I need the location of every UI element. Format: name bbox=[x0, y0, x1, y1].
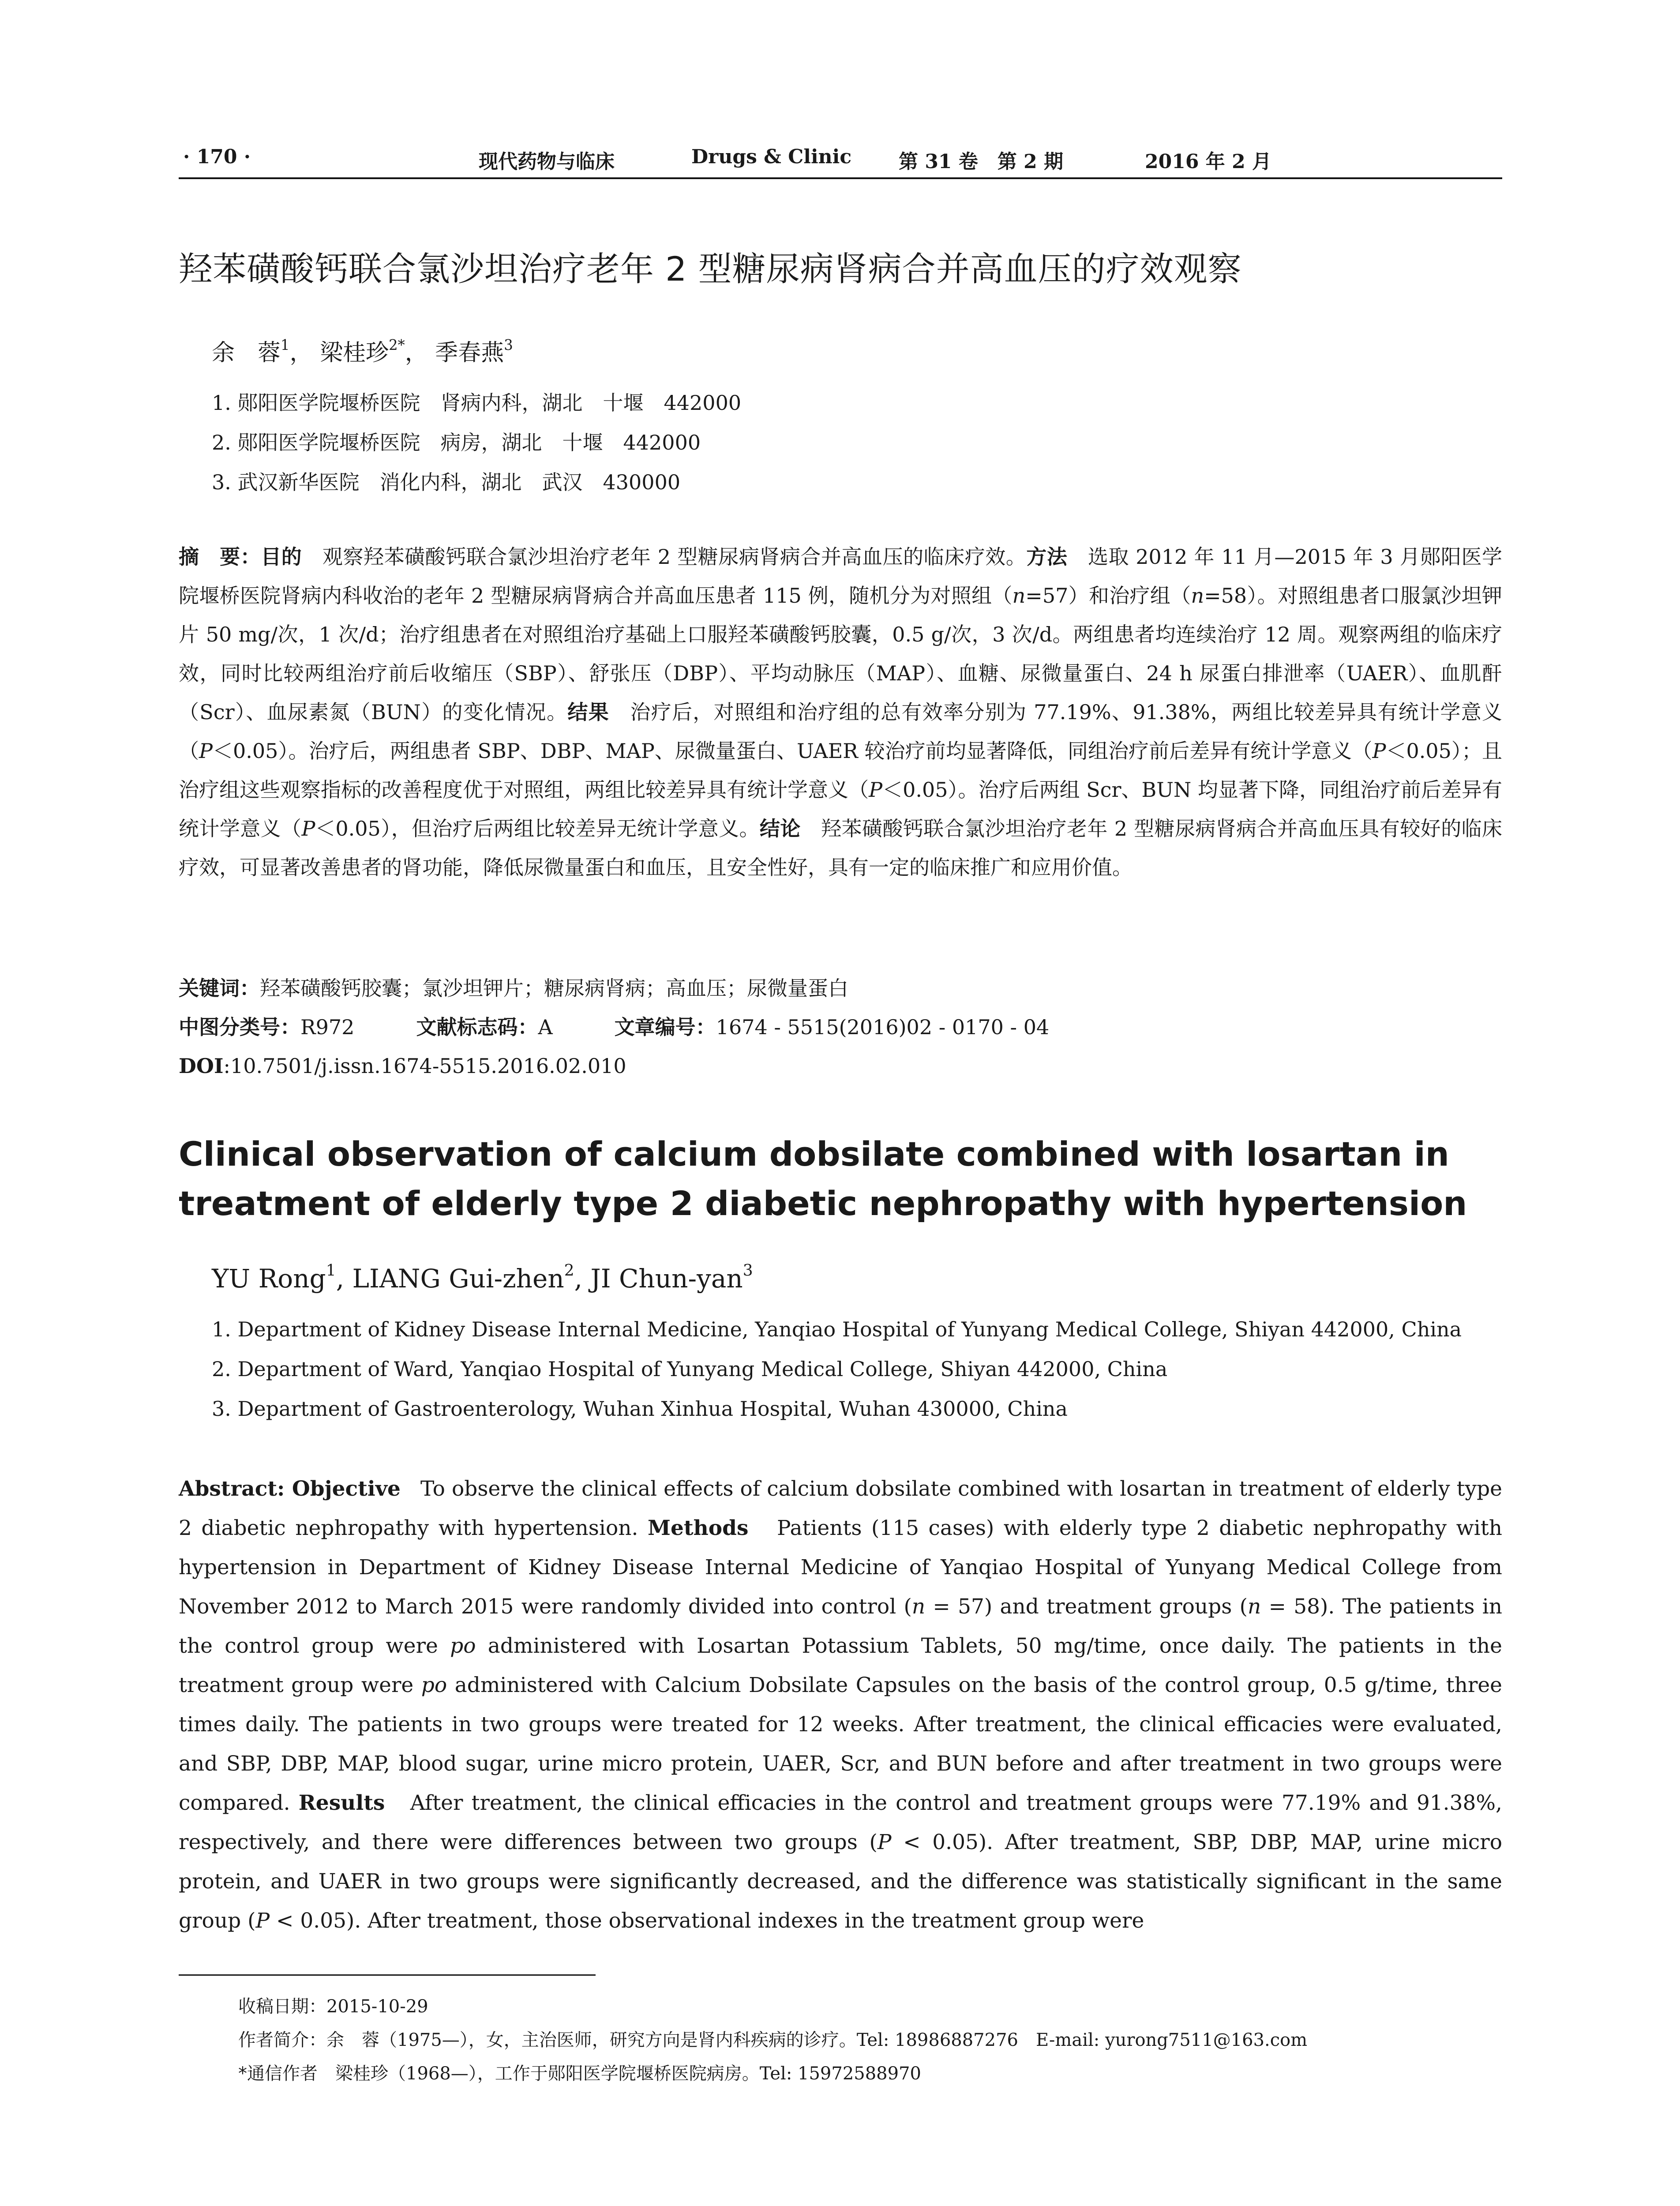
bio-text: 余 蓉（1975—），女，主治医师，研究方向是肾内科疾病的诊疗。Tel: 18986887276 E-mail: yurong7511@163.com bbox=[326, 2030, 1308, 2050]
header-rule bbox=[179, 177, 1502, 179]
conclusion-label: 结论 bbox=[759, 817, 801, 840]
abstract-objective-label: Abstract: Objective bbox=[179, 1477, 401, 1501]
affiliation-line: 3. Department of Gastroenterology, Wuhan Xinhua Hospital, Wuhan 430000, China bbox=[212, 1397, 1068, 1421]
p-symbol: P bbox=[255, 1909, 270, 1933]
running-header bbox=[179, 142, 1502, 176]
results-text: < 0.05). After treatment, SBP, DBP, MAP, urine micro protein, and UAER in two groups were significantly decreased, and the difference was statistically significant in the same group ( bbox=[179, 1830, 1509, 1933]
footnote-rule bbox=[179, 1974, 596, 1976]
results-text: ＜0.05），但治疗后两组比较差异无统计学意义。 bbox=[315, 817, 760, 840]
results-text: 治疗后，对照组和治疗组的总有效率分别为 77.19%、91.38%，两组比较差异具有统计学意义（ bbox=[179, 700, 1503, 763]
po-abbreviation: po bbox=[450, 1634, 476, 1658]
clc-label: 中图分类号： bbox=[179, 1015, 300, 1039]
chinese-affiliations bbox=[212, 383, 741, 502]
keywords-label: 关键词： bbox=[179, 976, 260, 1000]
english-authors bbox=[212, 1261, 753, 1296]
english-title: Clinical observation of calcium dobsilate combined with losartan in treatment of elderly type 2 diabetic nephropathy with hypertension bbox=[179, 1134, 1467, 1223]
abstract-label: 摘 要： bbox=[179, 545, 261, 569]
author-separator: , bbox=[574, 1264, 591, 1294]
journal-name-cn: 现代药物与临床 bbox=[479, 150, 615, 173]
received-date: 2015-10-29 bbox=[326, 1996, 428, 2017]
results-label: 结果 bbox=[567, 700, 610, 724]
affiliation-line: 1. 郧阳医学院堰桥医院 肾病内科，湖北 十堰 442000 bbox=[212, 391, 742, 415]
document-code-label: 文献标志码： bbox=[416, 1015, 538, 1039]
doi-row bbox=[179, 1047, 1502, 1085]
author-name: 梁桂珍 bbox=[320, 340, 389, 366]
chinese-metadata bbox=[179, 969, 1502, 1085]
chinese-abstract bbox=[179, 537, 1502, 887]
bio-label: 作者简介： bbox=[238, 2030, 326, 2050]
author-name: JI Chun-yan bbox=[590, 1264, 743, 1294]
article-number-value: 1674 - 5515(2016)02 - 0170 - 04 bbox=[716, 1015, 1050, 1039]
keywords-row bbox=[179, 969, 1502, 1008]
author-affiliation-mark: 3 bbox=[742, 1261, 753, 1280]
received-label: 收稿日期： bbox=[238, 1996, 326, 2017]
clc-value: R972 bbox=[300, 1015, 355, 1039]
n-symbol: n bbox=[1191, 584, 1204, 608]
methods-text: 选取 2012 年 11 月—2015 年 3 月郧阳医学院堰桥医院肾病内科收治的老年 2 型糖尿病肾病合并高血压患者 115 例，随机分为对照组（ bbox=[179, 545, 1503, 608]
english-abstract bbox=[179, 1469, 1509, 1940]
footnotes bbox=[238, 1990, 1500, 2090]
p-symbol: P bbox=[199, 739, 213, 763]
affiliation-line: 2. Department of Ward, Yanqiao Hospital of Yunyang Medical College, Shiyan 442000, China bbox=[212, 1357, 1168, 1381]
author-bio-note bbox=[238, 2023, 1500, 2057]
volume-issue: 第 31 卷 第 2 期 bbox=[899, 150, 1064, 173]
author-separator: , bbox=[336, 1264, 352, 1294]
results-text: ＜0.05）；且治疗组这些观察指标的改善程度优于对照组，两组比较差异具有统计学意义（ bbox=[179, 739, 1503, 802]
journal-name-en: Drugs & Clinic bbox=[691, 146, 852, 168]
results-text: After treatment, the clinical efficacies in the control and treatment groups were 77.19% and 91.38%, respectively, and there were differences between two groups ( bbox=[179, 1791, 1509, 1854]
methods-text: Patients (115 cases) with elderly type 2 diabetic nephropathy with hypertension in Department of Kidney Disease Internal Medicine of Yanqiao Hospital of Yunyang Medical College from November 2012 to March 2015 were randomly divided into control ( bbox=[179, 1516, 1509, 1619]
author-name: 季春燕 bbox=[435, 340, 504, 366]
results-text: ＜0.05）。治疗后，两组患者 SBP、DBP、MAP、尿微量蛋白、UAER 较治疗前均显著降低，同组治疗前后差异有统计学意义（ bbox=[213, 739, 1372, 763]
affiliation-line: 1. Department of Kidney Disease Internal Medicine, Yanqiao Hospital of Yunyang Medical College, Shiyan 442000, China bbox=[212, 1317, 1462, 1341]
p-symbol: P bbox=[301, 817, 315, 840]
methods-text: administered with Calcium Dobsilate Capsules on the basis of the control group, 0.5 g/time, three times daily. The patients in two groups were treated for 12 weeks. After treatment, the clinical efficacies were evaluated, and SBP, DBP, MAP, blood sugar, urine micro protein, UAER, Scr, and BUN before and after treatment in two groups were compared. bbox=[179, 1673, 1509, 1815]
english-affiliations bbox=[212, 1309, 1462, 1429]
doi-label: DOI bbox=[179, 1054, 224, 1078]
keywords-text: 羟苯磺酸钙胶囊；氯沙坦钾片；糖尿病肾病；高血压；尿微量蛋白 bbox=[260, 976, 848, 1000]
methods-text: =58）。对照组患者口服氯沙坦钾片 50 mg/次，1 次/d；治疗组患者在对照组治疗基础上口服羟苯磺酸钙胶囊，0.5 g/次，3 次/d。两组患者均连续治疗 12 周。观察两组的临床疗效，同时比较两组治疗前后收缩压（SBP）、舒张压（DBP）、平均动脉压（MAP）、血糖、尿微量蛋白、24 h 尿蛋白排泄率（UAER）、血肌酐（Scr）、血尿素氮（BUN）的变化情况。 bbox=[179, 584, 1503, 724]
n-symbol: n bbox=[1248, 1594, 1261, 1619]
methods-label: 方法 bbox=[1026, 545, 1068, 569]
affiliation-line: 2. 郧阳医学院堰桥医院 病房，湖北 十堰 442000 bbox=[212, 431, 701, 454]
methods-text: administered with Losartan Potassium Tablets, 50 mg/time, once daily. The patients in the treatment group were bbox=[179, 1634, 1509, 1697]
methods-label: Methods bbox=[647, 1516, 749, 1540]
doi-value[interactable]: :10.7501/j.issn.1674-5515.2016.02.010 bbox=[223, 1054, 626, 1078]
n-symbol: n bbox=[911, 1594, 926, 1619]
corresponding-text: 梁桂珍（1968—），工作于郧阳医学院堰桥医院病房。Tel: 15972588970 bbox=[318, 2063, 921, 2084]
page-number: · 170 · bbox=[183, 146, 251, 168]
methods-text: =57）和治疗组（ bbox=[1025, 584, 1191, 608]
author-affiliation-mark: 1 bbox=[326, 1261, 336, 1280]
classification-row bbox=[179, 1008, 1502, 1047]
document-code-value: A bbox=[538, 1015, 553, 1039]
results-text: ＜0.05）。治疗后两组 Scr、BUN 均显著下降，同组治疗前后差异有统计学意义（ bbox=[179, 778, 1502, 840]
author-name: LIANG Gui-zhen bbox=[352, 1264, 564, 1294]
p-symbol: P bbox=[1372, 739, 1386, 763]
n-symbol: n bbox=[1012, 584, 1026, 608]
results-label: Results bbox=[298, 1791, 385, 1815]
p-symbol: P bbox=[869, 778, 883, 802]
author-name: YU Rong bbox=[212, 1264, 326, 1294]
author-affiliation-mark: 2* bbox=[389, 336, 405, 353]
objective-text: 观察羟苯磺酸钙联合氯沙坦治疗老年 2 型糖尿病肾病合并高血压的临床疗效。 bbox=[302, 545, 1027, 569]
affiliation-line: 3. 武汉新华医院 消化内科，湖北 武汉 430000 bbox=[212, 470, 681, 494]
author-name: 余 蓉 bbox=[212, 340, 281, 366]
po-abbreviation: po bbox=[421, 1673, 447, 1697]
p-symbol: P bbox=[877, 1830, 892, 1854]
author-affiliation-mark: 3 bbox=[504, 336, 513, 353]
results-text: < 0.05). After treatment, those observational indexes in the treatment group were bbox=[270, 1909, 1144, 1933]
methods-text: = 57) and treatment groups ( bbox=[925, 1594, 1248, 1619]
chinese-authors: 余 蓉$^1$， 梁桂珍$^{2*}$， 季春燕$^3$ bbox=[212, 336, 513, 366]
article-number-label: 文章编号： bbox=[614, 1015, 716, 1039]
conclusion-text: 羟苯磺酸钙联合氯沙坦治疗老年 2 型糖尿病肾病合并高血压具有较好的临床疗效，可显著改善患者的肾功能，降低尿微量蛋白和血压，且安全性好，具有一定的临床推广和应用价值。 bbox=[179, 817, 1503, 879]
author-affiliation-mark: 1 bbox=[281, 336, 290, 353]
received-date-note bbox=[238, 1990, 1500, 2023]
chinese-title: 羟苯磺酸钙联合氯沙坦治疗老年 2 型糖尿病肾病合并高血压的疗效观察 bbox=[179, 249, 1242, 289]
objective-text: To observe the clinical effects of calcium dobsilate combined with losartan in treatment of elderly type 2 diabetic nephropathy with hypertension. bbox=[179, 1477, 1509, 1540]
objective-label: 目的 bbox=[261, 545, 302, 569]
corresponding-author-note bbox=[238, 2057, 1500, 2090]
methods-text: = 58). The patients in the control group were bbox=[179, 1594, 1509, 1658]
issue-date: 2016 年 2 月 bbox=[1145, 150, 1272, 173]
corresponding-label: *通信作者 bbox=[238, 2063, 318, 2084]
author-affiliation-mark: 2 bbox=[564, 1261, 574, 1280]
